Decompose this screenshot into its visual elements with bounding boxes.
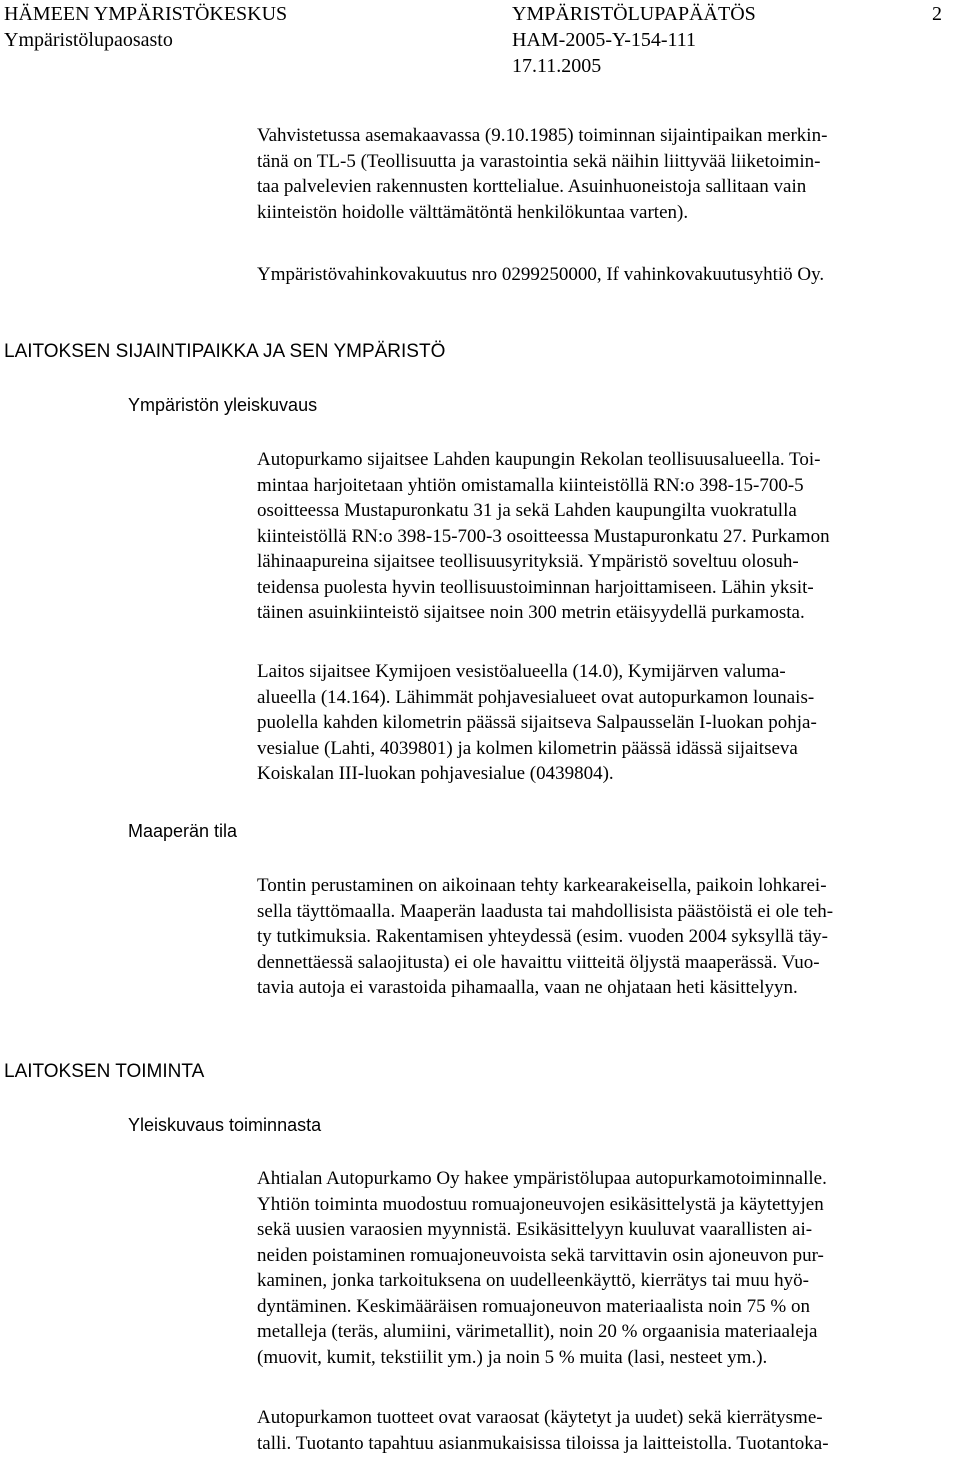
products-paragraph: [257, 1405, 957, 1456]
text-line: kiinteistön hoidolle välttämätöntä henkilökuntaa varten).: [257, 201, 689, 223]
text-line: Ympäristövahinkovakuutus nro 0299250000, If vahinkovakuutusyhtiö Oy.: [257, 264, 825, 285]
text-line: Tontin perustaminen on aikoinaan tehty karkearakeisella, paikoin lohkarei-: [257, 875, 827, 896]
text-line: täinen asuinkiinteistö sijaitsee noin 300 metrin etäisyydellä purkamosta.: [257, 602, 805, 623]
text-line: teidensa puolesta hyvin teollisuustoiminnan harjoittamiseen. Lähin yksit-: [257, 576, 814, 598]
subsection-title-soil-condition: Maaperän tila: [128, 821, 238, 841]
text-line: mintaa harjoitetaan yhtiön omistamalla kiinteistöllä RN:o 398-15-700-5: [257, 474, 804, 496]
text-line: sella täyttömaalla. Maaperän laadusta tai mahdollisista päästöistä ei ole teh-: [257, 900, 834, 922]
subsection-title-environment-overview: Ympäristön yleiskuvaus: [128, 395, 318, 415]
text-line: dyntäminen. Keskimääräisen romuajoneuvon materiaalista noin 75 % on: [257, 1295, 810, 1317]
header-date: 17.11.2005: [512, 55, 602, 77]
text-line: ty tutkimuksia. Rakentamisen yhteydessä (esim. vuoden 2004 syksyllä täy-: [257, 926, 828, 947]
text-line: lähinaapureina sijaitsee teollisuusyrityksiä. Ympäristö soveltuu olosuh-: [257, 551, 799, 572]
section-title-operation: LAITOKSEN TOIMINTA: [4, 1061, 205, 1082]
text-line: tänä on TL-5 (Teollisuutta ja varastointia sekä näihin liittyvää liiketoimin-: [257, 150, 821, 172]
text-line: tavia autoja ei varastoida pihamaalla, vaan ne ohjataan heti käsittelyyn.: [257, 977, 798, 998]
text-line: Ahtialan Autopurkamo Oy hakee ympäristölupaa autopurkamotoiminnalle.: [257, 1168, 827, 1189]
header-document-number: HAM-2005-Y-154-111: [512, 29, 697, 51]
text-line: sekä uusien varaosien myynnistä. Esikäsittelyyn kuuluvat vaarallisten ai-: [257, 1219, 813, 1240]
text-line: neiden poistaminen romuajoneuvoista sekä tarvittavin osin ajoneuvon pur-: [257, 1244, 824, 1266]
text-line: alueella (14.164). Lähimmät pohjavesialueet ovat autopurkamon lounais-: [257, 686, 815, 708]
text-line: kaminen, jonka tarkoituksena on uudelleenkäyttö, kierrätys tai muu hyö-: [257, 1270, 809, 1291]
text-line: dennettäessä salaojitusta) ei ole havaittu viitteitä öljystä maaperässä. Vuo-: [257, 951, 820, 973]
text-line: Autopurkamon tuotteet ovat varaosat (käytetyt ja uudet) sekä kierrätysme-: [257, 1407, 823, 1428]
soil-condition-paragraph: [257, 873, 957, 1001]
text-line: taa palvelevien rakennusten korttelialue. Asuinhuoneistoja sallitaan vain: [257, 176, 807, 197]
subsection-title-operation-overview: Yleiskuvaus toiminnasta: [128, 1115, 322, 1135]
header-organization: HÄMEEN YMPÄRISTÖKESKUS: [4, 3, 288, 25]
header-page-number: 2: [932, 3, 942, 25]
environment-overview-paragraph: [257, 447, 957, 626]
text-line: metalleja (teräs, alumiini, värimetallit), noin 20 % orgaanisia materiaaleja: [257, 1321, 818, 1342]
text-line: Yhtiön toiminta muodostuu romuajoneuvojen esikäsittelystä ja käytettyjen: [257, 1193, 824, 1215]
text-line: (muovit, kumit, tekstiilit ym.) ja noin 5 % muita (lasi, nesteet ym.).: [257, 1346, 768, 1368]
operation-overview-paragraph: [257, 1166, 957, 1370]
text-line: talli. Tuotanto tapahtuu asianmukaisissa tiloissa ja laitteistolla. Tuotantoka-: [257, 1432, 829, 1454]
text-line: Laitos sijaitsee Kymijoen vesistöalueella (14.0), Kymijärven valuma-: [257, 661, 786, 682]
intro-paragraph: [257, 123, 957, 225]
text-line: kiinteistöllä RN:o 398-15-700-3 osoitteessa Mustapuronkatu 27. Purkamon: [257, 525, 830, 547]
header-unit: Ympäristölupaosasto: [4, 29, 173, 51]
header-document-type: YMPÄRISTÖLUPAPÄÄTÖS: [512, 3, 756, 25]
section-title-location: LAITOKSEN SIJAINTIPAIKKA JA SEN YMPÄRISTÖ: [4, 341, 446, 362]
text-line: osoitteessa Mustapuronkatu 31 ja sekä Lahden kaupungilta vuokratulla: [257, 500, 797, 521]
text-line: Autopurkamo sijaitsee Lahden kaupungin Rekolan teollisuusalueella. Toi-: [257, 449, 821, 470]
text-line: vesialue (Lahti, 4039801) ja kolmen kilometrin päässä idässä sijaitseva: [257, 737, 798, 759]
text-line: puolella kahden kilometrin päässä sijaitseva Salpausselän I-luokan pohja-: [257, 712, 817, 733]
text-line: Vahvistetussa asemakaavassa (9.10.1985) toiminnan sijaintipaikan merkin-: [257, 125, 828, 146]
text-line: Koiskalan III-luokan pohjavesialue (0439804).: [257, 763, 614, 784]
watershed-paragraph: [257, 659, 957, 787]
insurance-paragraph: [257, 262, 957, 288]
